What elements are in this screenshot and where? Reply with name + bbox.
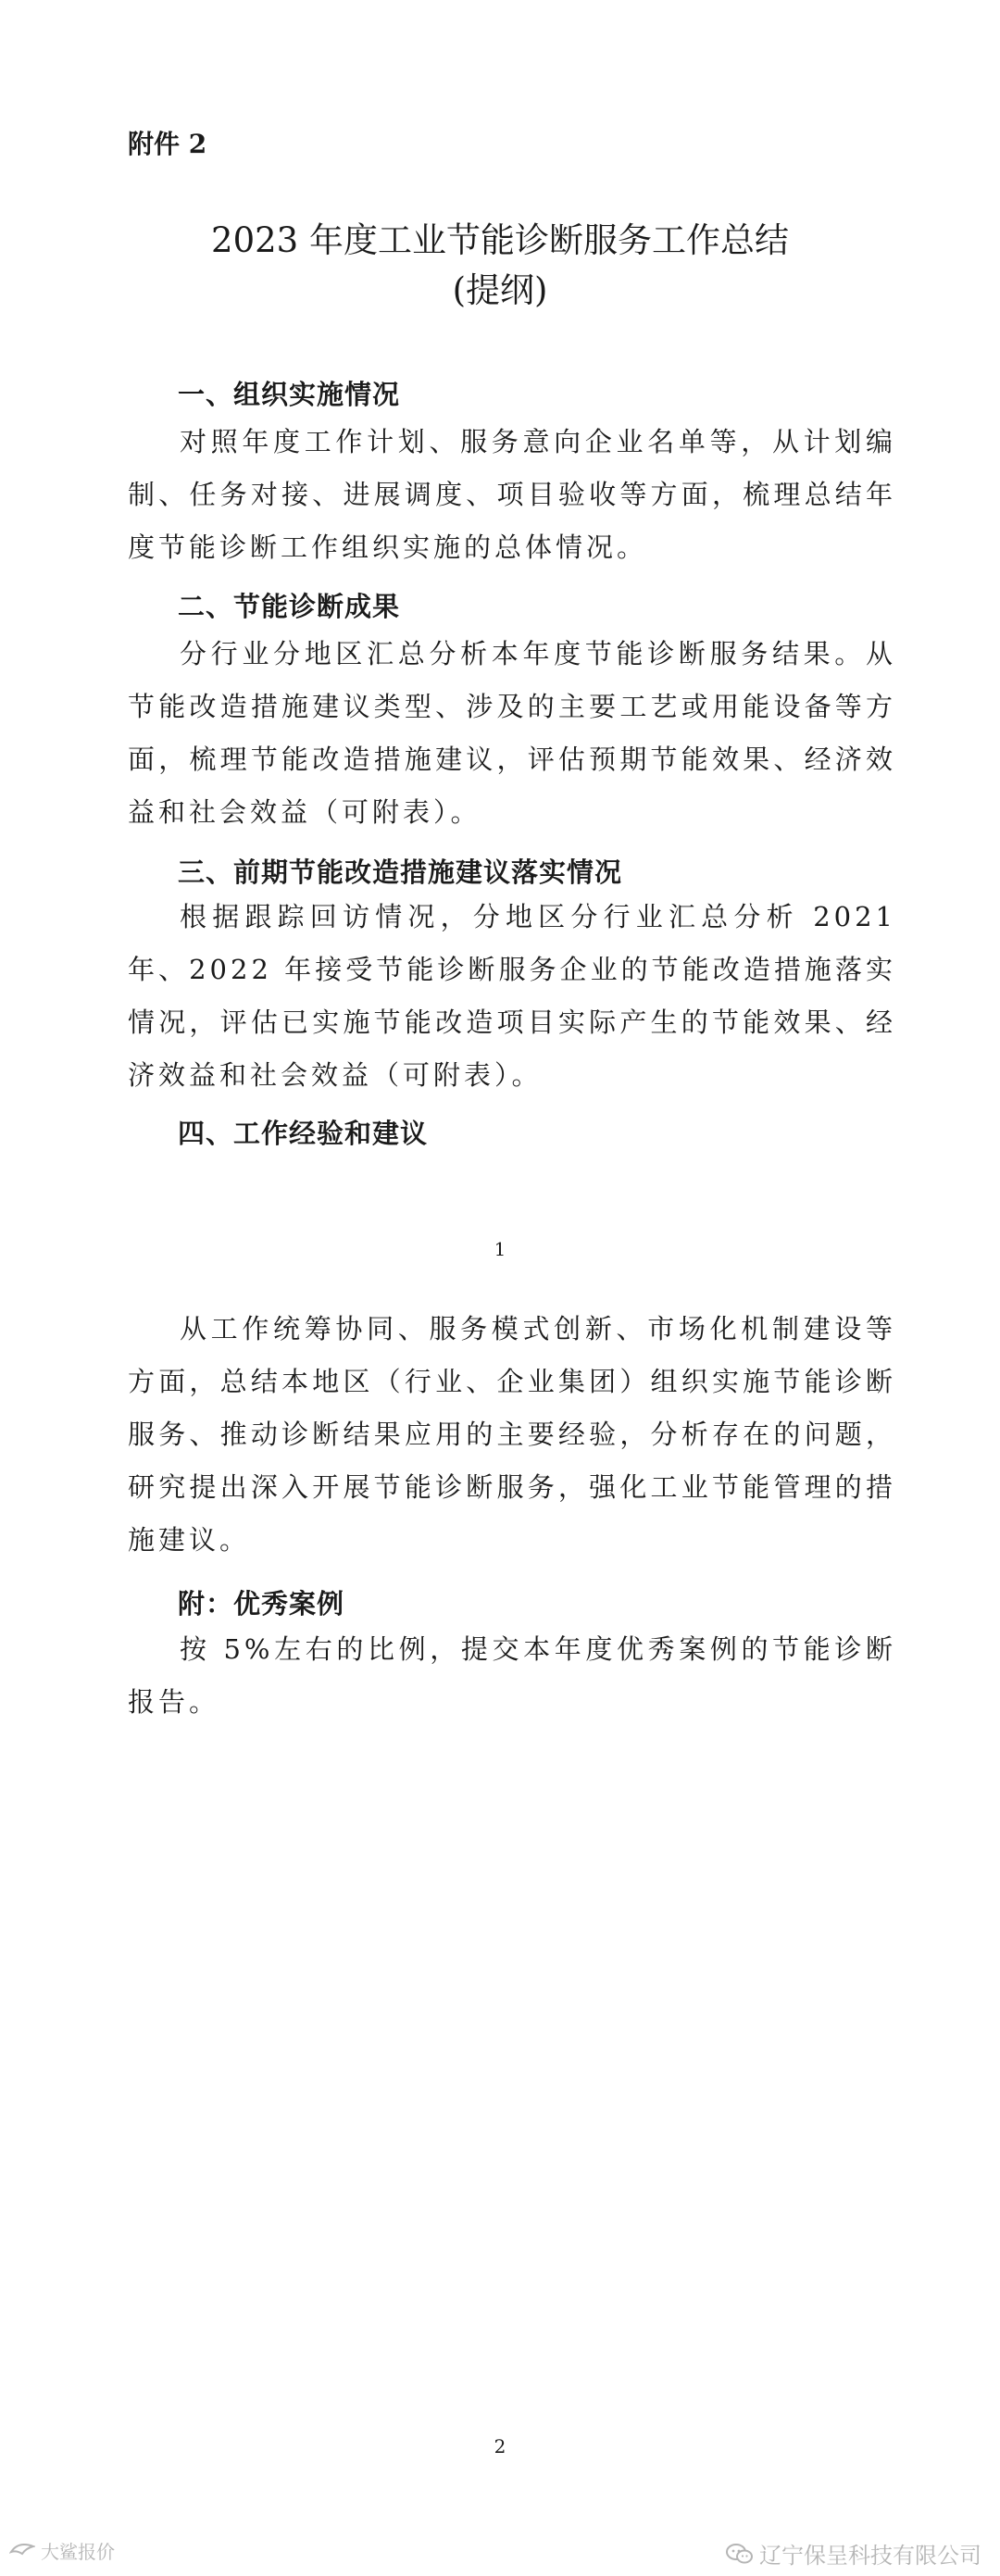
document-title: 2023 年度工业节能诊断服务工作总结 <box>211 220 789 260</box>
footer-right-text: 辽宁保呈科技有限公司 <box>759 2543 981 2569</box>
footer-left-text: 大鲨报价 <box>41 2541 115 2563</box>
wechat-icon <box>726 2543 754 2565</box>
attachment-label: 附件 2 <box>128 129 207 159</box>
footer-watermark-left <box>9 2537 115 2564</box>
footer-watermark-right <box>726 2537 981 2570</box>
shark-logo-icon <box>9 2539 35 2562</box>
section-heading-4: 四、工作经验和建议 <box>178 1118 429 1149</box>
appendix-heading: 附：优秀案例 <box>178 1588 345 1619</box>
section-body-3: 根据跟踪回访情况，分地区分行业汇总分析 2021 年、2022 年接受节能诊断服务企业的节能改造措施落实情况，评估已实施节能改造项目实际产生的节能效果、经济效益和社会效益（可附表）。 <box>128 901 896 1091</box>
section-body-4: 从工作统筹协同、服务模式创新、市场化机制建设等方面，总结本地区（行业、企业集团）组织实施节能诊断服务、推动诊断结果应用的主要经验，分析存在的问题，研究提出深入开展节能诊断服务，强化工业节能管理的措施建议。 <box>128 1313 896 1556</box>
section-heading-1: 一、组织实施情况 <box>178 379 401 410</box>
section-body-2: 分行业分地区汇总分析本年度节能诊断服务结果。从节能改造措施建议类型、涉及的主要工艺或用能设备等方面，梳理节能改造措施建议，评估预期节能效果、经济效益和社会效益（可附表）。 <box>128 638 896 828</box>
section-heading-2: 二、节能诊断成果 <box>178 591 401 622</box>
section-heading-3: 三、前期节能改造措施建议落实情况 <box>178 857 623 888</box>
section-body-1: 对照年度工作计划、服务意向企业名单等，从计划编制、任务对接、进展调度、项目验收等方面，梳理总结年度节能诊断工作组织实施的总体情况。 <box>128 426 896 563</box>
page-number-1: 1 <box>494 1238 506 1260</box>
appendix-body: 按 5%左右的比例，提交本年度优秀案例的节能诊断报告。 <box>128 1633 896 1718</box>
page-number-2: 2 <box>494 2435 506 2457</box>
document-subtitle: (提纲) <box>452 270 548 310</box>
